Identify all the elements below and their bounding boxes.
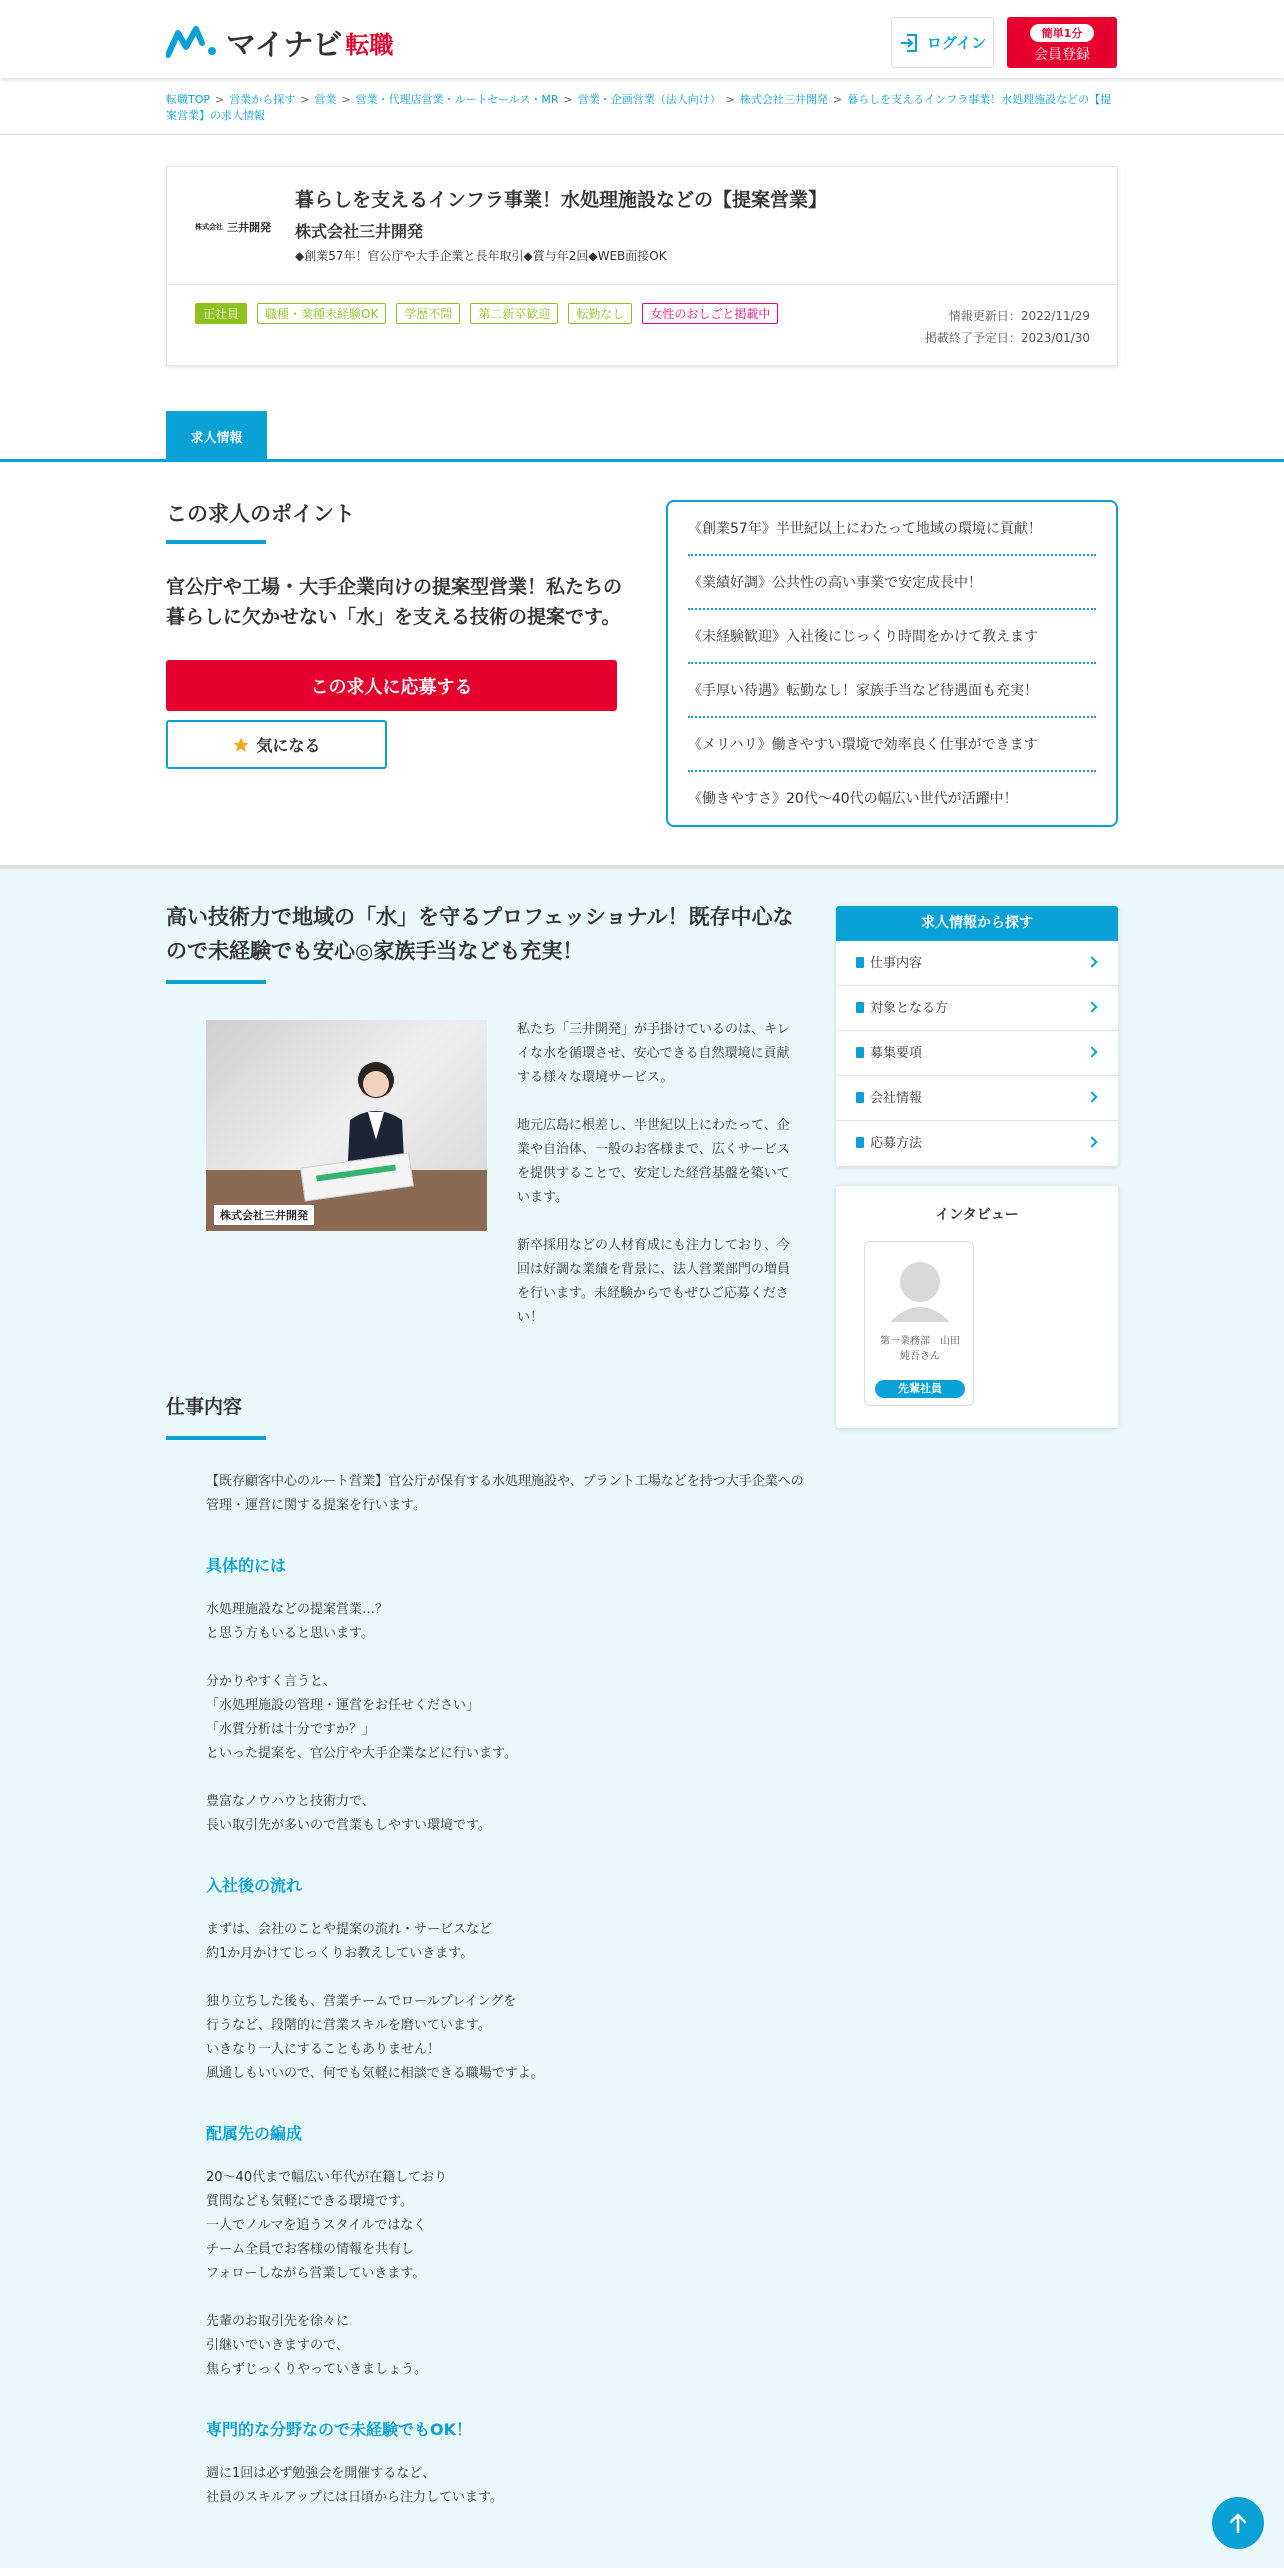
site-logo[interactable]	[166, 22, 393, 62]
end-date: 掲載終了予定日：2023/01/30	[924, 331, 1090, 345]
sidebar-item-company[interactable]: 会社情報	[836, 1076, 1118, 1121]
login-button[interactable]	[891, 17, 994, 68]
divider	[0, 134, 1284, 135]
document-icon	[856, 1002, 864, 1013]
chevron-right-icon	[1086, 1136, 1097, 1147]
chevron-right-icon	[1086, 1001, 1097, 1012]
tag-no-transfer: 転勤なし	[568, 303, 632, 324]
login-icon	[899, 33, 919, 53]
job-tags	[195, 303, 778, 324]
interview-card[interactable]	[864, 1241, 974, 1406]
work-paragraph: まずは、会社のことや提案の流れ・サービスなど 約1か月かけてじっくりお教えしていきます。	[206, 1922, 493, 1961]
apply-button[interactable]: この求人に応募する	[166, 660, 617, 711]
job-summary-card	[166, 166, 1118, 366]
sidebar-item-requirements[interactable]: 募集要項	[836, 1031, 1118, 1076]
avatar-icon	[890, 1258, 950, 1322]
company-logo: 株式会社 三井開発	[195, 221, 271, 234]
scroll-to-top-button[interactable]	[1212, 2497, 1264, 2549]
sidebar-item-target[interactable]: 対象となる方	[836, 986, 1118, 1031]
work-paragraph: 独り立ちした後も、営業チームでロールプレイングを 行うなど、段階的に営業スキルを磨いています。 いきなり一人にすることもありません！ 風通しもいいので、何でも気軽に相談できる職場ですよ。	[206, 1994, 544, 2081]
photo-caption: 株式会社三井開発	[214, 1205, 314, 1225]
title-underline	[166, 540, 266, 544]
mynavi-logo-icon	[166, 25, 222, 59]
sidebar-title: 求人情報から探す	[836, 906, 1118, 941]
chevron-right-icon	[1086, 1091, 1097, 1102]
job-catchphrase: ◆創業57年！官公庁や大手企業と長年取引◆賞与年2回◆WEB面接OK	[295, 249, 667, 263]
document-icon	[856, 1137, 864, 1148]
interview-title: インタビュー	[935, 1207, 1019, 1223]
updated-date: 情報更新日：2022/11/29	[948, 309, 1090, 323]
document-icon	[856, 1047, 864, 1058]
breadcrumb-item[interactable]: 営業から探す	[229, 93, 296, 106]
register-badge: 簡単1分	[1030, 24, 1095, 42]
work-paragraph: 先輩のお取引先を徐々に 引継いでいきますので、 焦らずじっくりやっていきましょう。	[206, 2314, 428, 2377]
work-paragraph: 週に1回は必ず勉強会を開催するなど、 社員のスキルアップには日頃から注力しています。	[206, 2466, 503, 2505]
work-paragraph: 20～40代まで幅広い年代が在籍しており 質問なども気軽にできる環境です。 一人でノルマを追うスタイルではなく チーム全員でお客様の情報を共有し フォローしながら営業していきます。	[206, 2170, 448, 2281]
chevron-right-icon	[1086, 956, 1097, 967]
logo-sub-text: 転職	[345, 30, 394, 59]
work-section	[206, 1554, 806, 1838]
points-list	[666, 500, 1118, 827]
breadcrumb-item[interactable]: 転職TOP	[166, 93, 211, 106]
favorite-button[interactable]	[166, 720, 387, 769]
list-item: 《創業57年》半世紀以上にわたって地域の環境に貢献！	[688, 502, 1096, 556]
site-header	[0, 0, 1284, 78]
logo-text: マイナビ	[226, 28, 342, 63]
heading-underline	[166, 980, 266, 984]
favorite-label: 気になる	[256, 736, 321, 755]
list-item: 《メリハリ》働きやすい環境で効率良く仕事ができます	[688, 718, 1096, 772]
work-description	[206, 1470, 806, 2546]
sidebar-item-work[interactable]: 仕事内容	[836, 941, 1118, 986]
work-section	[206, 2122, 806, 2382]
points-title: この求人のポイント	[166, 502, 355, 526]
list-item: 《働きやすさ》20代～40代の幅広い世代が活躍中！	[688, 791, 1018, 807]
company-name[interactable]: 株式会社三井開発	[295, 222, 424, 241]
document-icon	[856, 1092, 864, 1103]
work-title: 仕事内容	[166, 1396, 243, 1418]
intro-paragraph: 地元広島に根差し、半世紀以上にわたって、企業や自治体、一般のお客様まで、広くサービスを提供することで、安定した経営基盤を築いています。	[517, 1118, 790, 1205]
work-paragraph: 豊富なノウハウと技術力で、 長い取引先が多いので営業もしやすい環境です。	[206, 1794, 491, 1833]
tag-no-education-req: 学歴不問	[396, 303, 460, 324]
breadcrumb-item[interactable]: 営業	[314, 93, 337, 106]
intro-paragraph: 新卒採用などの人材育成にも注力しており、今回は好調な業績を背景に、法人営業部門の増員を行います。未経験からでもぜひご応募ください！	[517, 1238, 791, 1325]
arrow-up-icon	[1228, 2512, 1248, 2534]
document-icon	[856, 957, 864, 968]
tag-inexperienced-ok: 職種・業種未経験OK	[257, 303, 386, 324]
tab-job-info[interactable]: 求人情報	[166, 411, 267, 461]
senior-badge: 先輩社員	[875, 1380, 965, 1398]
interview-panel	[836, 1186, 1118, 1428]
tag-employment-type: 正社員	[195, 303, 247, 324]
points-lead: 官公庁や工場・大手企業向けの提案型営業！私たちの暮らしに欠かせない「水」を支える技術の提案です。	[166, 576, 623, 628]
tag-second-graduate: 第二新卒歓迎	[470, 303, 558, 324]
work-section-heading: 入社後の流れ	[206, 1876, 303, 1895]
work-lead: 【既存顧客中心のルート営業】官公庁が保有する水処理施設や、プラント工場などを持つ大手企業への管理・運営に関する提案を行います。	[206, 1474, 804, 1513]
work-paragraph: 水処理施設などの提案営業…？ と思う方もいると思います。	[206, 1602, 389, 1641]
list-item: 《手厚い待遇》転勤なし！家族手当など待遇面も充実！	[688, 664, 1096, 718]
main-heading: 高い技術力で地域の「水」を守るプロフェッショナル！既存中心なので未経験でも安心◎家族手当なども充実！	[166, 905, 794, 963]
tab-underline	[0, 459, 1284, 462]
breadcrumb: 転職TOP > 営業から探す > 営業 > 営業・代理店営業・ルートセールス・MR > 営業・企画営業（法人向け） > 株式会社三井開発 > 暮らしを支えるインフラ事業！水処理施設などの【提案営業】の求人情報	[166, 93, 1112, 122]
breadcrumb-item[interactable]: 営業・代理店営業・ルートセールス・MR	[355, 93, 559, 106]
list-item: 《未経験歓迎》入社後にじっくり時間をかけて教えます	[688, 610, 1096, 664]
intro-text	[517, 1018, 799, 1354]
sidebar-item-apply[interactable]: 応募方法	[836, 1121, 1118, 1166]
register-button[interactable]	[1007, 17, 1117, 68]
job-title: 暮らしを支えるインフラ事業！水処理施設などの【提案営業】	[295, 189, 828, 211]
work-section-heading: 専門的な分野なので未経験でもOK！	[206, 2420, 473, 2439]
tag-women-jobs: 女性のおしごと掲載中	[642, 303, 778, 324]
work-section-heading: 配属先の編成	[206, 2124, 303, 2143]
breadcrumb-item[interactable]: 株式会社三井開発	[739, 93, 828, 106]
breadcrumb-item[interactable]: 営業・企画営業（法人向け）	[577, 93, 721, 106]
work-section	[206, 1874, 806, 2086]
register-label: 会員登録	[1034, 47, 1090, 63]
list-item: 《業績好調》公共性の高い事業で安定成長中！	[688, 556, 1096, 610]
chevron-right-icon	[1086, 1046, 1097, 1057]
login-label: ログイン	[926, 34, 987, 52]
sidebar-nav	[836, 906, 1118, 1166]
job-photo	[206, 1020, 487, 1231]
star-icon	[232, 736, 250, 754]
interviewee-name: 第一業務部 山田 純吾さん	[880, 1336, 960, 1362]
job-dates	[925, 305, 1090, 349]
work-section-heading: 具体的には	[206, 1556, 287, 1575]
breadcrumb-item[interactable]: 暮らしを支えるインフラ事業！水処理施設などの【提案営業】の求人情報	[166, 93, 1112, 122]
work-section	[206, 2418, 806, 2510]
intro-paragraph: 私たち「三井開発」が手掛けているのは、キレイな水を循環させ、安心できる自然環境に貢献する様々な環境サービス。	[517, 1022, 790, 1085]
work-title-underline	[166, 1436, 266, 1440]
work-paragraph: 分かりやすく言うと、 「水処理施設の管理・運営をお任せください」 「水質分析は十分ですか？」 といった提案を、官公庁や大手企業などに行います。	[206, 1674, 517, 1761]
